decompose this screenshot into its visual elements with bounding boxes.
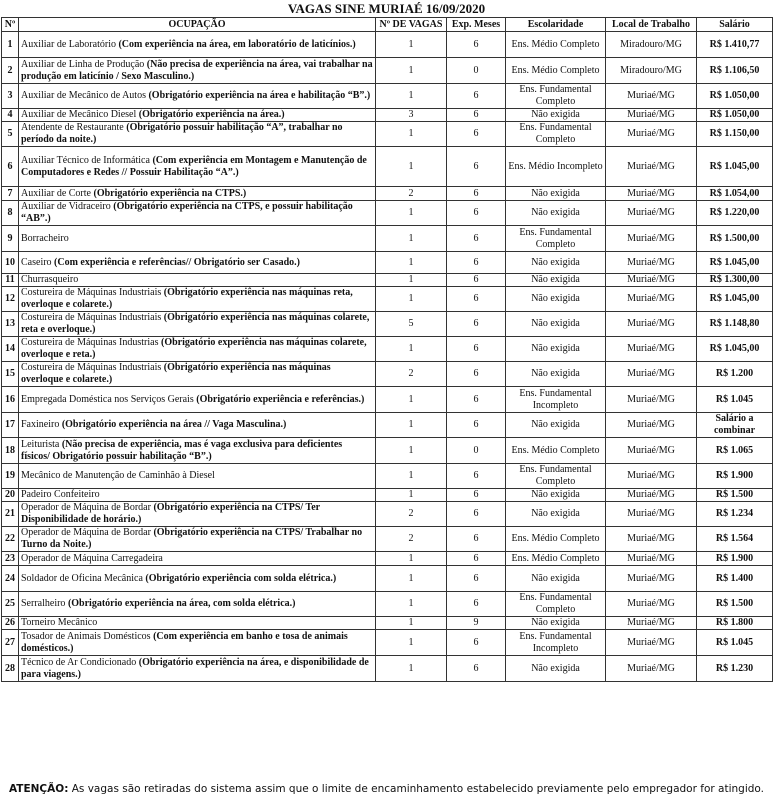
table-row [2, 617, 773, 630]
occupation-cell [19, 566, 376, 592]
row-number: 20 [2, 489, 19, 502]
location-cell: Muriaé/MG [606, 566, 697, 592]
experience-cell: 6 [447, 274, 506, 287]
table-row [2, 252, 773, 274]
salary-cell: R$ 1.234 [697, 502, 773, 527]
schooling-cell: Ens. Médio Incompleto [506, 147, 606, 187]
table-row [2, 337, 773, 362]
occupation-cell [19, 274, 376, 287]
attention-note [0, 778, 773, 800]
column-header-vacancies: Nº DE VAGAS [376, 18, 447, 32]
schooling-cell: Não exigida [506, 656, 606, 682]
schooling-cell: Ens. Fundamental Completo [506, 122, 606, 147]
location-cell: Muriaé/MG [606, 592, 697, 617]
row-number: 25 [2, 592, 19, 617]
table-row [2, 147, 773, 187]
salary-cell: R$ 1.220,00 [697, 201, 773, 226]
vacancies-cell: 1 [376, 201, 447, 226]
experience-cell: 6 [447, 122, 506, 147]
schooling-cell: Ens. Médio Completo [506, 527, 606, 552]
table-row [2, 187, 773, 201]
salary-cell: R$ 1.410,77 [697, 32, 773, 58]
vacancies-cell: 1 [376, 566, 447, 592]
column-header-num: Nº [2, 18, 19, 32]
vacancies-cell: 5 [376, 312, 447, 337]
location-cell: Muriaé/MG [606, 287, 697, 312]
experience-cell: 6 [447, 84, 506, 109]
occupation-title: Atendente de Restaurante [21, 122, 124, 133]
experience-cell: 6 [447, 287, 506, 312]
row-number: 17 [2, 413, 19, 438]
occupation-requirements: (Obrigatório experiência na área, com solda elétrica.) [65, 598, 296, 609]
attention-label: ATENÇÃO: [9, 783, 69, 795]
row-number: 6 [2, 147, 19, 187]
salary-cell: Salário a combinar [697, 413, 773, 438]
occupation-cell [19, 201, 376, 226]
row-number: 3 [2, 84, 19, 109]
row-number: 16 [2, 387, 19, 413]
occupation-title: Auxiliar Técnico de Informática [21, 154, 150, 166]
occupation-cell [19, 32, 376, 58]
table-row [2, 527, 773, 552]
location-cell: Muriaé/MG [606, 387, 697, 413]
column-header-occupation: OCUPAÇÃO [19, 18, 376, 32]
vacancies-cell: 1 [376, 122, 447, 147]
table-row [2, 502, 773, 527]
row-number: 13 [2, 312, 19, 337]
schooling-cell: Não exigida [506, 287, 606, 312]
occupation-requirements: (Obrigatório experiência nas máquinas reta, overloque e colarete.) [21, 287, 353, 310]
schooling-cell: Não exigida [506, 201, 606, 226]
occupation-requirements: (Obrigatório experiência com solda elétrica.) [142, 572, 337, 584]
occupation-title: Operador de Máquina Carregadeira [21, 552, 163, 564]
salary-cell: R$ 1.400 [697, 566, 773, 592]
schooling-cell: Ens. Fundamental Incompleto [506, 630, 606, 656]
table-row [2, 413, 773, 438]
table-row [2, 387, 773, 413]
occupation-title: Operador de Máquina de Bordar [21, 527, 151, 538]
row-number: 18 [2, 438, 19, 464]
occupation-title: Técnico de Ar Condicionado [21, 656, 137, 668]
salary-cell: R$ 1.054,00 [697, 187, 773, 201]
schooling-cell: Não exigida [506, 413, 606, 438]
schooling-cell: Não exigida [506, 252, 606, 274]
salary-cell: R$ 1.045,00 [697, 287, 773, 312]
experience-cell: 6 [447, 527, 506, 552]
schooling-cell: Ens. Fundamental Completo [506, 226, 606, 252]
row-number: 11 [2, 274, 19, 287]
experience-cell: 6 [447, 362, 506, 387]
row-number: 19 [2, 464, 19, 489]
vacancies-cell: 1 [376, 337, 447, 362]
occupation-requirements: (Obrigatório experiência e referências.) [193, 393, 365, 405]
location-cell: Miradouro/MG [606, 32, 697, 58]
vacancies-cell: 1 [376, 630, 447, 656]
row-number: 15 [2, 362, 19, 387]
table-row [2, 32, 773, 58]
occupation-requirements: (Obrigatório experiência na CTPS/ Ter Disponibilidade de horário.) [21, 502, 320, 525]
column-header-location: Local de Trabalho [606, 18, 697, 32]
occupation-requirements: (Obrigatório experiência na área e habilitação “B”.) [145, 90, 371, 101]
table-row [2, 489, 773, 502]
table-row [2, 566, 773, 592]
occupation-title: Auxiliar de Linha de Produção [21, 58, 145, 70]
location-cell: Muriaé/MG [606, 252, 697, 274]
location-cell: Muriaé/MG [606, 109, 697, 122]
occupation-cell [19, 147, 376, 187]
occupation-cell [19, 122, 376, 147]
salary-cell: R$ 1.050,00 [697, 109, 773, 122]
experience-cell: 0 [447, 58, 506, 84]
schooling-cell: Não exigida [506, 109, 606, 122]
experience-cell: 6 [447, 566, 506, 592]
occupation-requirements: (Obrigatório experiência na CTPS, e possuir habilitação “AB”.) [21, 201, 353, 224]
row-number: 26 [2, 617, 19, 630]
schooling-cell: Ens. Médio Completo [506, 32, 606, 58]
occupation-requirements: (Obrigatório experiência nas máquinas colarete, overloque e reta.) [21, 337, 367, 360]
occupation-title: Empregada Doméstica nos Serviços Gerais [21, 393, 194, 405]
location-cell: Muriaé/MG [606, 274, 697, 287]
salary-cell: R$ 1.500 [697, 489, 773, 502]
table-row [2, 122, 773, 147]
location-cell: Miradouro/MG [606, 58, 697, 84]
experience-cell: 6 [447, 187, 506, 201]
table-row [2, 438, 773, 464]
experience-cell: 6 [447, 201, 506, 226]
page-title: VAGAS SINE MURIAÉ 16/09/2020 [287, 1, 486, 16]
salary-cell: R$ 1.045 [697, 387, 773, 413]
vacancies-cell: 3 [376, 109, 447, 122]
vacancies-cell: 1 [376, 84, 447, 109]
schooling-cell: Não exigida [506, 566, 606, 592]
row-number: 23 [2, 552, 19, 566]
schooling-cell: Não exigida [506, 489, 606, 502]
occupation-title: Costureira de Máquinas Industriais [21, 362, 162, 373]
schooling-cell: Ens. Fundamental Incompleto [506, 387, 606, 413]
vacancies-cell: 1 [376, 387, 447, 413]
schooling-cell: Ens. Fundamental Completo [506, 592, 606, 617]
vacancies-cell: 1 [376, 58, 447, 84]
occupation-requirements: (Com experiência em banho e tosa de animais domésticos.) [21, 630, 348, 654]
experience-cell: 6 [447, 592, 506, 617]
schooling-cell: Não exigida [506, 502, 606, 527]
occupation-title: Auxiliar de Laboratório [21, 38, 116, 50]
location-cell: Muriaé/MG [606, 84, 697, 109]
occupation-title: Soldador de Oficina Mecânica [21, 572, 143, 584]
row-number: 12 [2, 287, 19, 312]
occupation-requirements: (Com experiência e referências// Obrigatório ser Casado.) [51, 256, 301, 268]
experience-cell: 0 [447, 438, 506, 464]
vacancies-cell: 1 [376, 274, 447, 287]
location-cell: Muriaé/MG [606, 617, 697, 630]
occupation-requirements: (Obrigatório experiência na área.) [136, 109, 285, 120]
location-cell: Muriaé/MG [606, 362, 697, 387]
occupation-title: Churrasqueiro [21, 274, 79, 285]
table-row [2, 58, 773, 84]
experience-cell: 6 [447, 252, 506, 274]
vacancies-cell: 1 [376, 438, 447, 464]
vacancies-cell: 1 [376, 413, 447, 438]
occupation-requirements: (Com experiência na área, em laboratório de laticínios.) [115, 38, 356, 50]
schooling-cell: Não exigida [506, 187, 606, 201]
table-row [2, 552, 773, 566]
occupation-cell [19, 187, 376, 201]
row-number: 14 [2, 337, 19, 362]
table-row [2, 592, 773, 617]
schooling-cell: Ens. Médio Completo [506, 552, 606, 566]
row-number: 8 [2, 201, 19, 226]
salary-cell: R$ 1.564 [697, 527, 773, 552]
column-header-salary: Salário [697, 18, 773, 32]
occupation-cell [19, 312, 376, 337]
salary-cell: R$ 1.300,00 [697, 274, 773, 287]
occupation-title: Auxiliar de Corte [21, 187, 91, 199]
occupation-requirements: (Obrigatório experiência na CTPS/ Trabalhar no Turno da Noite.) [21, 527, 363, 550]
salary-cell: R$ 1.045 [697, 630, 773, 656]
table-row [2, 287, 773, 312]
vacancies-cell: 1 [376, 552, 447, 566]
occupation-cell [19, 464, 376, 489]
occupation-cell [19, 617, 376, 630]
vacancies-cell: 1 [376, 226, 447, 252]
table-body [2, 32, 773, 682]
salary-cell: R$ 1.800 [697, 617, 773, 630]
salary-cell: R$ 1.045,00 [697, 147, 773, 187]
vacancies-cell: 2 [376, 502, 447, 527]
occupation-cell [19, 489, 376, 502]
table-row [2, 109, 773, 122]
table-row [2, 201, 773, 226]
occupation-requirements: (Obrigatório experiência na CTPS.) [90, 187, 247, 199]
row-number: 28 [2, 656, 19, 682]
occupation-requirements: (Não precisa de experiência, mas é vaga exclusiva para deficientes físicos/ Obrigatório possuir habilitação “B”.) [21, 438, 343, 462]
table-row [2, 656, 773, 682]
location-cell: Muriaé/MG [606, 656, 697, 682]
occupation-title: Caseiro [21, 256, 52, 268]
salary-cell: R$ 1.045,00 [697, 337, 773, 362]
schooling-cell: Não exigida [506, 617, 606, 630]
row-number: 2 [2, 58, 19, 84]
salary-cell: R$ 1.200 [697, 362, 773, 387]
occupation-cell [19, 362, 376, 387]
occupation-title: Leiturista [21, 438, 60, 450]
occupation-cell [19, 226, 376, 252]
occupation-cell [19, 109, 376, 122]
experience-cell: 6 [447, 464, 506, 489]
vacancies-cell: 1 [376, 489, 447, 502]
location-cell: Muriaé/MG [606, 201, 697, 226]
schooling-cell: Não exigida [506, 274, 606, 287]
experience-cell: 6 [447, 552, 506, 566]
experience-cell: 6 [447, 147, 506, 187]
table-header-row [2, 18, 773, 32]
occupation-title: Borracheiro [21, 232, 69, 244]
occupation-cell [19, 502, 376, 527]
location-cell: Muriaé/MG [606, 337, 697, 362]
experience-cell: 6 [447, 502, 506, 527]
occupation-requirements: (Obrigatório possuir habilitação “A”, trabalhar no período da noite.) [21, 122, 343, 145]
occupation-title: Costureira de Máquinas Industrias [21, 337, 159, 348]
row-number: 27 [2, 630, 19, 656]
salary-cell: R$ 1.065 [697, 438, 773, 464]
table-row [2, 274, 773, 287]
row-number: 7 [2, 187, 19, 201]
experience-cell: 6 [447, 337, 506, 362]
location-cell: Muriaé/MG [606, 527, 697, 552]
location-cell: Muriaé/MG [606, 502, 697, 527]
vacancies-cell: 2 [376, 187, 447, 201]
occupation-title: Padeiro Confeiteiro [21, 489, 100, 500]
vacancies-cell: 1 [376, 656, 447, 682]
vacancies-cell: 1 [376, 592, 447, 617]
occupation-cell [19, 58, 376, 84]
occupation-cell [19, 287, 376, 312]
occupation-title: Torneiro Mecânico [21, 617, 98, 628]
vacancies-cell: 2 [376, 527, 447, 552]
experience-cell: 6 [447, 226, 506, 252]
row-number: 4 [2, 109, 19, 122]
occupation-title: Auxiliar de Mecânico Diesel [21, 109, 137, 120]
salary-cell: R$ 1.900 [697, 552, 773, 566]
schooling-cell: Não exigida [506, 337, 606, 362]
salary-cell: R$ 1.230 [697, 656, 773, 682]
vacancies-table [1, 17, 773, 682]
occupation-requirements: (Obrigatório experiência nas máquinas colarete, reta e overloque.) [21, 312, 370, 335]
salary-cell: R$ 1.150,00 [697, 122, 773, 147]
occupation-cell [19, 630, 376, 656]
vacancies-cell: 1 [376, 252, 447, 274]
row-number: 24 [2, 566, 19, 592]
vacancies-cell: 1 [376, 32, 447, 58]
occupation-title: Tosador de Animais Domésticos [21, 630, 151, 642]
schooling-cell: Ens. Fundamental Completo [506, 464, 606, 489]
table-row [2, 362, 773, 387]
experience-cell: 6 [447, 312, 506, 337]
experience-cell: 6 [447, 413, 506, 438]
experience-cell: 9 [447, 617, 506, 630]
row-number: 22 [2, 527, 19, 552]
occupation-title: Serralheiro [21, 598, 66, 609]
occupation-requirements: (Obrigatório experiência na área // Vaga Masculina.) [59, 419, 287, 430]
occupation-title: Auxiliar de Mecânico de Autos [21, 90, 146, 101]
table-row [2, 84, 773, 109]
row-number: 21 [2, 502, 19, 527]
experience-cell: 6 [447, 489, 506, 502]
row-number: 9 [2, 226, 19, 252]
location-cell: Muriaé/MG [606, 630, 697, 656]
occupation-cell [19, 552, 376, 566]
salary-cell: R$ 1.500 [697, 592, 773, 617]
schooling-cell: Ens. Médio Completo [506, 58, 606, 84]
location-cell: Muriaé/MG [606, 552, 697, 566]
location-cell: Muriaé/MG [606, 312, 697, 337]
occupation-cell [19, 438, 376, 464]
experience-cell: 6 [447, 656, 506, 682]
location-cell: Muriaé/MG [606, 122, 697, 147]
occupation-cell [19, 387, 376, 413]
schooling-cell: Não exigida [506, 362, 606, 387]
salary-cell: R$ 1.900 [697, 464, 773, 489]
occupation-title: Operador de Máquina de Bordar [21, 502, 151, 513]
experience-cell: 6 [447, 32, 506, 58]
occupation-cell [19, 592, 376, 617]
schooling-cell: Ens. Fundamental Completo [506, 84, 606, 109]
column-header-experience: Exp. Meses [447, 18, 506, 32]
occupation-cell [19, 656, 376, 682]
vacancies-cell: 1 [376, 617, 447, 630]
experience-cell: 6 [447, 387, 506, 413]
row-number: 5 [2, 122, 19, 147]
table-row [2, 312, 773, 337]
location-cell: Muriaé/MG [606, 464, 697, 489]
occupation-title: Faxineiro [21, 419, 60, 430]
location-cell: Muriaé/MG [606, 413, 697, 438]
salary-cell: R$ 1.106,50 [697, 58, 773, 84]
schooling-cell: Não exigida [506, 312, 606, 337]
table-row [2, 464, 773, 489]
experience-cell: 6 [447, 109, 506, 122]
occupation-requirements: (Com experiência em Montagem e Manutenção de Computadores e Redes // Possuir Habilitação “A”.) [21, 154, 367, 178]
occupation-title: Costureira de Máquinas Industriais [21, 312, 162, 323]
vacancies-cell: 1 [376, 464, 447, 489]
salary-cell: R$ 1.500,00 [697, 226, 773, 252]
salary-cell: R$ 1.050,00 [697, 84, 773, 109]
experience-cell: 6 [447, 630, 506, 656]
column-header-schooling: Escolaridade [506, 18, 606, 32]
location-cell: Muriaé/MG [606, 489, 697, 502]
row-number: 10 [2, 252, 19, 274]
occupation-title: Costureira de Máquinas Industriais [21, 287, 162, 298]
salary-cell: R$ 1.045,00 [697, 252, 773, 274]
occupation-title: Mecânico de Manutenção de Caminhão à Diesel [21, 470, 215, 481]
vacancies-cell: 1 [376, 147, 447, 187]
schooling-cell: Ens. Médio Completo [506, 438, 606, 464]
vacancies-cell: 2 [376, 362, 447, 387]
occupation-cell [19, 252, 376, 274]
occupation-cell [19, 337, 376, 362]
location-cell: Muriaé/MG [606, 187, 697, 201]
occupation-cell [19, 413, 376, 438]
occupation-title: Auxiliar de Vidraceiro [21, 201, 111, 212]
vacancies-cell: 1 [376, 287, 447, 312]
occupation-requirements: (Obrigatório experiência na área, e disponibilidade de para viagens.) [21, 656, 369, 680]
row-number: 1 [2, 32, 19, 58]
location-cell: Muriaé/MG [606, 226, 697, 252]
table-row [2, 226, 773, 252]
attention-text: As vagas são retiradas do sistema assim que o limite de encaminhamento estabelecido previamente pelo empregador for atingido. [68, 783, 764, 795]
occupation-requirements: (Não precisa de experiência na área, vai trabalhar na produção em laticínio / Sexo Masculino.) [21, 58, 373, 82]
occupation-requirements: (Obrigatório experiência nas máquinas overloque e colarete.) [21, 362, 331, 385]
salary-cell: R$ 1.148,80 [697, 312, 773, 337]
location-cell: Muriaé/MG [606, 147, 697, 187]
table-row [2, 630, 773, 656]
occupation-cell [19, 84, 376, 109]
location-cell: Muriaé/MG [606, 438, 697, 464]
occupation-cell [19, 527, 376, 552]
